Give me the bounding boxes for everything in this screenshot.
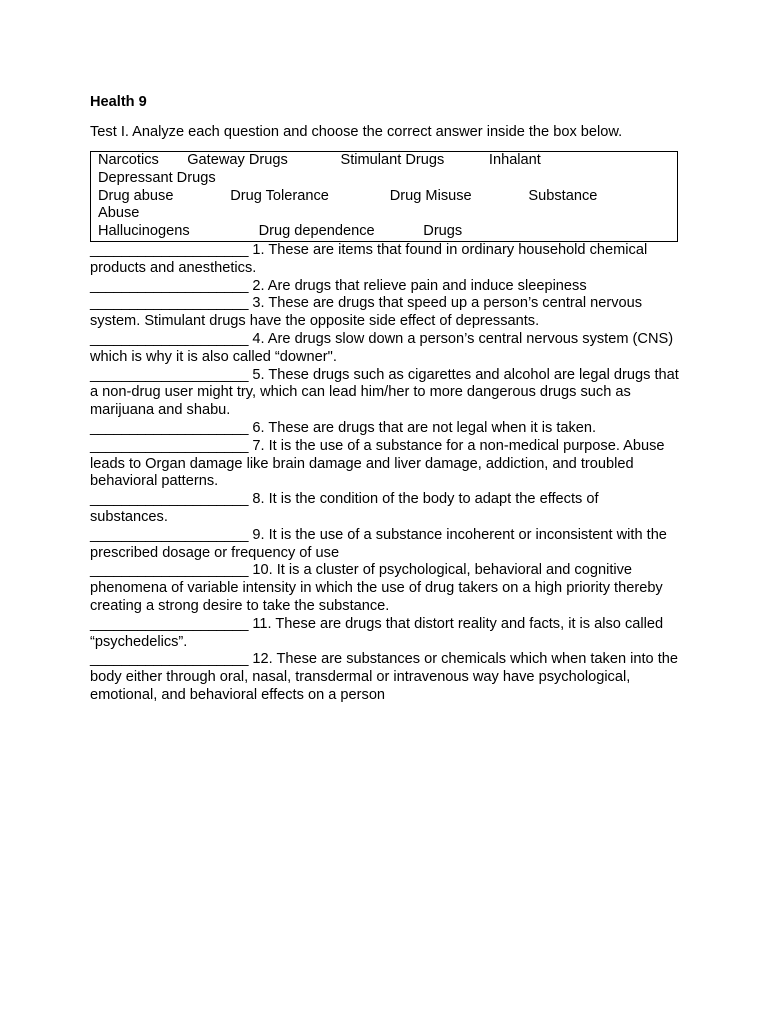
answer-choices-box	[90, 151, 678, 242]
test-instruction: Test I. Analyze each question and choose the correct answer inside the box below.	[90, 124, 623, 140]
question-item	[90, 295, 680, 331]
answer-box-line: Drug abuse Drug Tolerance Drug Misuse Substance	[98, 187, 598, 204]
question-item	[90, 278, 680, 296]
question-text: 1. These are items that found in ordinary household chemical products and anesthetics.	[90, 241, 648, 276]
answer-box-line: Narcotics Gateway Drugs Stimulant Drugs Inhalant	[98, 152, 541, 168]
question-text: 4. Are drugs slow down a person’s central nervous system (CNS) which is why it is also called “downer".	[90, 330, 674, 365]
answer-blank[interactable]: ____________________	[90, 366, 249, 383]
question-item	[90, 616, 680, 652]
question-text: 12. These are substances or chemicals which when taken into the body either through oral, nasal, transdermal or intravenous way have psychological, emotional, and behavioral effects on a person	[90, 651, 679, 703]
answer-blank[interactable]: ____________________	[90, 491, 249, 508]
answer-blank[interactable]: ____________________	[90, 437, 249, 454]
question-item	[90, 420, 680, 438]
answer-blank[interactable]: ____________________	[90, 277, 249, 294]
answer-blank[interactable]: ____________________	[90, 419, 249, 436]
answer-box-line: Depressant Drugs	[98, 169, 216, 186]
answer-blank[interactable]: ____________________	[90, 295, 249, 312]
answer-blank[interactable]: ____________________	[90, 330, 249, 347]
question-item	[90, 367, 680, 420]
question-text: 11. These are drugs that distort reality and facts, it is also called “psychedelics”.	[90, 615, 664, 650]
answer-box-line: Abuse	[98, 205, 140, 222]
question-item	[90, 331, 680, 367]
question-item	[90, 527, 680, 563]
question-item	[90, 438, 680, 491]
question-text: 7. It is the use of a substance for a non-medical purpose. Abuse leads to Organ damage like brain damage and liver damage, addiction, and troubled behavioral patterns.	[90, 437, 665, 490]
document-title: Health 9	[90, 94, 147, 110]
question-list	[90, 242, 680, 705]
question-item	[90, 651, 680, 704]
question-text: 2. Are drugs that relieve pain and induce sleepiness	[248, 277, 587, 294]
question-text: 6. These are drugs that are not legal when it is taken.	[248, 419, 597, 436]
question-text: 5. These drugs such as cigarettes and alcohol are legal drugs that a non-drug user might try, which can lead him/her to more dangerous drugs such as marijuana and shabu.	[90, 366, 679, 419]
answer-box-line: Hallucinogens Drug dependence Drugs	[98, 223, 463, 240]
document-page	[90, 93, 680, 705]
question-item	[90, 242, 680, 278]
question-text: 3. These are drugs that speed up a person’s central nervous system. Stimulant drugs have the opposite side effect of depressants.	[90, 295, 643, 330]
question-text: 8. It is the condition of the body to adapt the effects of substances.	[90, 491, 599, 525]
answer-blank[interactable]: ____________________	[90, 615, 249, 632]
answer-blank[interactable]: ____________________	[90, 526, 249, 543]
question-text: 9. It is the use of a substance incoherent or inconsistent with the prescribed dosage or frequency of use	[90, 526, 667, 561]
answer-blank[interactable]: ____________________	[90, 562, 249, 579]
question-item	[90, 491, 680, 527]
question-item	[90, 562, 680, 615]
question-text: 10. It is a cluster of psychological, behavioral and cognitive phenomena of variable intensity in which the use of drug takers on a high priority thereby creating a strong desire to take the substance.	[90, 562, 663, 614]
answer-blank[interactable]: ____________________	[90, 241, 249, 258]
answer-blank[interactable]: ____________________	[90, 651, 249, 668]
